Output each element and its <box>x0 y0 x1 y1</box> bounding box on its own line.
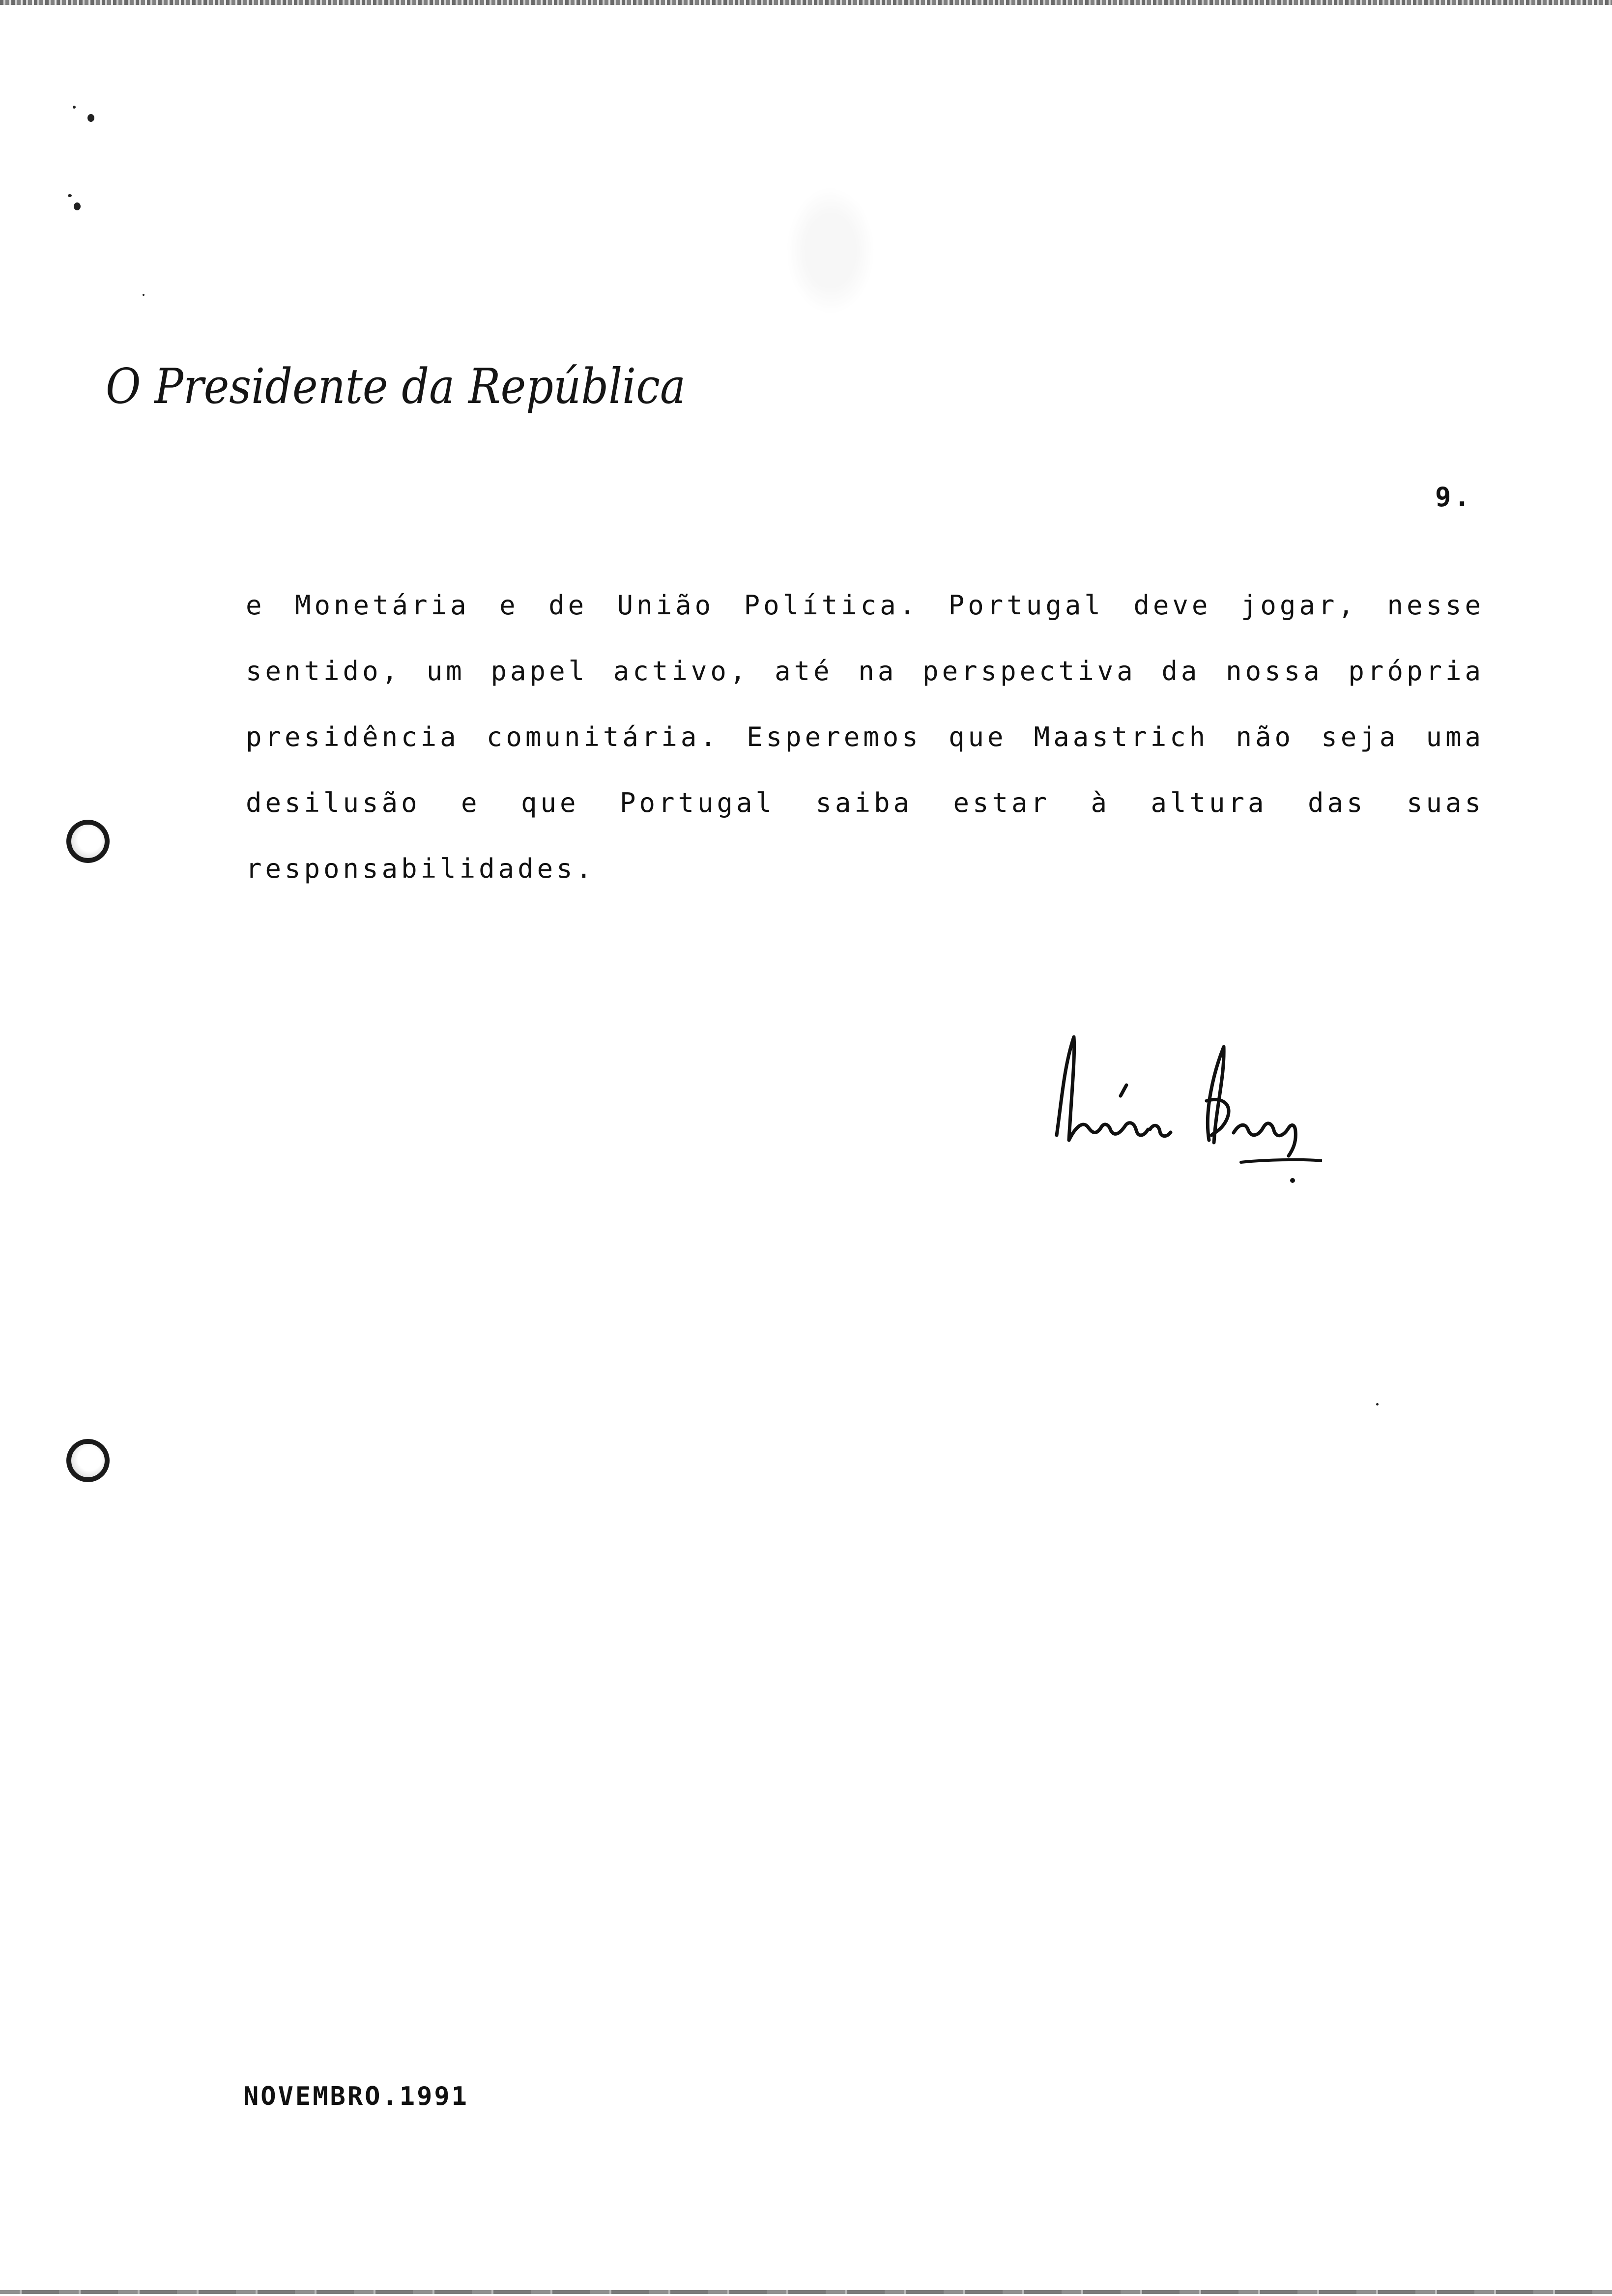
body-paragraph <box>246 573 1484 902</box>
punch-hole <box>66 820 110 863</box>
scan-speck <box>74 202 81 210</box>
page-number: 9. <box>1435 482 1473 513</box>
letterhead-title-text: O Presidente da República <box>106 359 686 415</box>
scan-speck <box>1376 1403 1379 1406</box>
body-line: desilusão e que Portugal saiba estar à altura das suas <box>246 787 1484 818</box>
faint-smudge <box>786 187 875 315</box>
document-date: NOVEMBRO.1991 <box>243 2082 469 2111</box>
signature-icon <box>1047 1027 1322 1189</box>
body-line: sentido, um papel activo, até na perspectiva da nossa própria <box>246 656 1484 687</box>
scan-speck <box>73 106 76 109</box>
body-line: e Monetária e de União Política. Portugal deve jogar, nesse <box>246 590 1484 621</box>
letterhead-title <box>106 344 695 428</box>
scan-speck <box>143 294 144 296</box>
body-line: presidência comunitária. Esperemos que Maastrich não seja uma <box>246 721 1484 752</box>
scan-top-edge <box>0 0 1612 5</box>
punch-hole <box>66 1439 110 1482</box>
scan-bottom-edge <box>0 2290 1612 2294</box>
scan-speck <box>87 114 94 122</box>
scan-speck <box>68 194 72 197</box>
body-line: responsabilidades. <box>246 853 596 884</box>
